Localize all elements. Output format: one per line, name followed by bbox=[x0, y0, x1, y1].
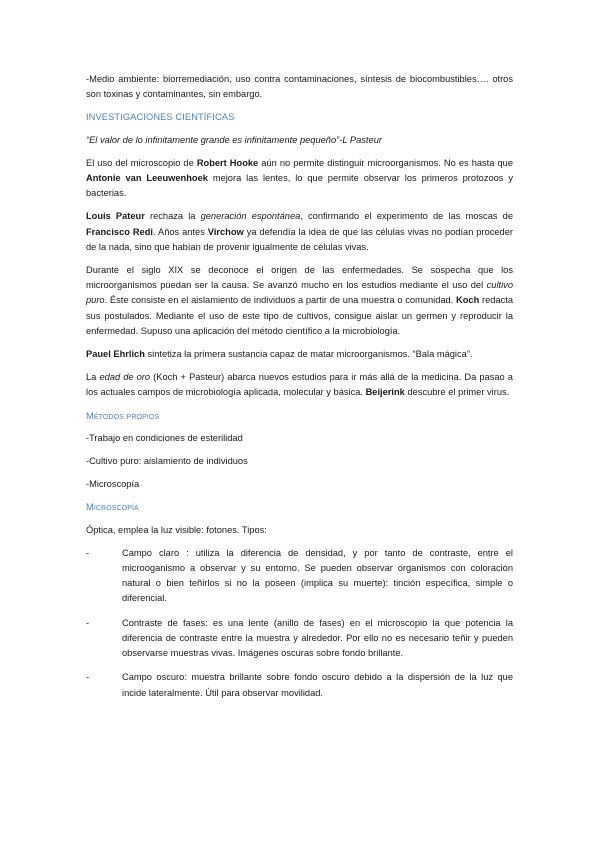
paragraph-hooke bbox=[86, 156, 513, 202]
text-run: . Años antes bbox=[153, 226, 208, 237]
text-run: . Éste consiste en el aislamiento de individuos a partir de una muestra o comunidad. bbox=[104, 295, 457, 306]
text-run: ya defendía la idea de que las células vivas no podían proceder de la nada, sino que habían de provenir igualmente de células vivas. bbox=[86, 226, 513, 252]
list-item-text: Campo oscuro: muestra brillante sobre fondo oscuro debido a la dispersión de la luz que incide lateralmente. Útil para observar movilidad. bbox=[122, 672, 513, 698]
paragraph-siglo-xix bbox=[86, 263, 513, 339]
heading-investigaciones: INVESTIGACIONES CIENTÍFICAS bbox=[86, 112, 235, 123]
list-item-text: Contraste de fases: es una lente (anillo de fases) en el microscopio la que potencia la diferencia de contraste entre la muestra y alrededor. Por ello no es necesario teñir y pueden observarse muestras vivas. Imágenes oscuras sobre fondo brillante. bbox=[122, 617, 513, 659]
paragraph-edad-de-oro bbox=[86, 370, 513, 400]
term-cultivo-puro: cultivo puro bbox=[86, 280, 513, 306]
text-run: aún no permite distinguir microorganismos. No es hasta que bbox=[258, 157, 513, 168]
metodo-item: -Cultivo puro: aislamiento de individuos bbox=[86, 456, 248, 467]
name-beijerink: Beijerink bbox=[365, 387, 405, 398]
name-leeuwenhoek: Antonie van Leeuwenhoek bbox=[86, 173, 208, 184]
name-hooke: Robert Hooke bbox=[196, 157, 259, 168]
list-item bbox=[86, 546, 513, 607]
text-run: rechaza la bbox=[144, 211, 201, 222]
text-run: sintetiza la primera sustancia capaz de matar microorganismos. “Bala mágica”. bbox=[144, 349, 473, 360]
list-item bbox=[86, 670, 513, 700]
pasteur-quote: “El valor de lo infinitamente grande es infinitamente pequeño”-L Pasteur bbox=[86, 134, 382, 145]
microscopia-intro: Óptica, emplea la luz visible: fotones. Tipos: bbox=[86, 524, 267, 535]
list-item bbox=[86, 616, 513, 662]
name-virchow: Virchow bbox=[207, 226, 244, 237]
term-generacion-espontanea: generación espontánea bbox=[200, 211, 301, 222]
name-ehrlich: Pauel Ehrlich bbox=[86, 349, 145, 360]
microscopia-types-list bbox=[86, 546, 513, 701]
list-item-text: Campo claro : utiliza la diferencia de densidad, y por tanto de contraste, entre el microoganismo a observar y su entorno. Se pueden observar organismos con coloración natural o bien teñirlos si no la poseen (implica su muerte): tinción específica, simple o diferencial. bbox=[122, 547, 513, 604]
paragraph-pasteur bbox=[86, 209, 513, 255]
text-run: El uso del microscopio de bbox=[86, 157, 197, 168]
env-paragraph: -Medio ambiente: biorremediación, uso contra contaminaciones, síntesis de biocombustibles…. otros son toxinas y contaminantes, sin embargo. bbox=[86, 74, 513, 100]
text-run: descubre el primer virus. bbox=[404, 387, 510, 398]
name-koch: Koch bbox=[456, 295, 480, 306]
name-pasteur: Louis Pateur bbox=[86, 211, 145, 222]
name-redi: Francisco Redi bbox=[86, 226, 153, 237]
text-run: , confirmando el experimento de las moscas de bbox=[300, 211, 513, 222]
term-edad-de-oro: edad de oro bbox=[99, 372, 151, 383]
heading-metodos: Métodos propios bbox=[86, 410, 160, 421]
metodo-item: -Trabajo en condiciones de esterilidad bbox=[86, 432, 243, 443]
text-run: La bbox=[86, 372, 100, 383]
text-run: Durante el siglo XIX se deconoce el origen de las enfermedades. Se sospecha que los microorganismos puedan ser la causa. Se avanzó mucho en los estudios mediante el uso del bbox=[86, 265, 513, 291]
text-run: redacta sus postulados. Mediante el uso de este tipo de cultivos, consigue aislar un germen y reproducir la enfermedad. Supuso una aplicación del método científico a la microbiología. bbox=[86, 295, 513, 336]
dash-bullet: - bbox=[86, 617, 90, 628]
paragraph-ehrlich bbox=[86, 347, 513, 362]
dash-bullet: - bbox=[86, 672, 90, 683]
heading-microscopia: Microscopía bbox=[86, 502, 139, 513]
text-run: (Koch + Pasteur) abarca nuevos estudios para ir más allá de la medicina. Da pasao a los actuales campos de microbiología aplicada, molecular y básica. bbox=[86, 372, 513, 398]
dash-bullet: - bbox=[86, 547, 90, 558]
metodo-item: -Microscopía bbox=[86, 479, 140, 490]
text-run: mejora las lentes, lo que permite observar los primeros protozoos y bacterias. bbox=[86, 173, 514, 199]
